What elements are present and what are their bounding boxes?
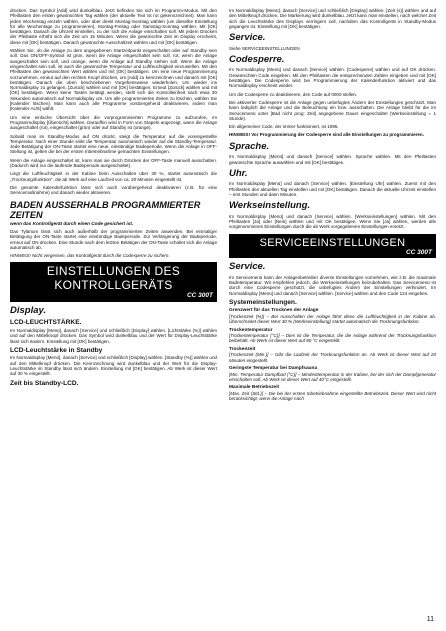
- item-title: Geringste Temperatur bei Dampfsauna: [229, 365, 318, 371]
- paragraph: Wenn die Anlage eingeschaltet ist, kann man sie durch Drücken der OFF-Taste manuell ausschalten. (Dadurch wird nur die laufende Badeperiode ausgeschaltet).: [10, 157, 217, 169]
- left-column: [10, 8, 217, 388]
- heading-lcd-standby: LCD-Leuchtstärke in Standby: [10, 346, 103, 354]
- heading-systemeinstellungen: Systemeinstellungen.: [229, 298, 297, 306]
- paragraph: Um die Codesperre zu deaktivieren, den Code auf 0000 stellen.: [229, 91, 358, 97]
- paragraph: Ein allgemeiner Code, der immer funktioniert, ist 1995.: [229, 124, 339, 130]
- paragraph: Im Normaldisplay [Menü] und danach [Service] wählen. [Codesperre] wählen und auf OK drücken. Gewünschten Code eingeben. Mit den Pfeiltasten die entsprechenden Zahlen eingeben und mit [OK] bestätigen. Die Codesperre wird bei Programmierung der Kalenderfunktion aktiviert und das Normaldisplay erscheint wieder.: [229, 67, 436, 89]
- banner-model: CC 300T: [186, 292, 213, 300]
- paragraph: Sobald man im Standby-Modus auf ON drückt, steigt die Temperatur auf die voreingestellte Temperatur. Nach einer Stunde sinkt die Temperatur automatisch wieder auf die Standby-Temperatur. Jede Betätigung der ON-Taste startet eine neue, einstündige Badeperiode. Wenn die Anlage in OFF-Stellung ist, gelten die bei der ersten Inbetriebnahme gemachten Einstellungen.: [10, 133, 217, 155]
- section-banner-kontrollgeraet: [10, 262, 217, 302]
- banner-title: EINSTELLUNGEN DES KONTROLLGERÄTS: [46, 264, 181, 292]
- heading-service: Service.: [229, 32, 266, 44]
- heading-sprache: Sprache.: [229, 140, 270, 152]
- paragraph: Wählen Sie, ob die Anlage zu dem angegebenen Startzeitpunkt eingeschaltet oder auf Standby sein soll. Das ON/OFF-Symbol ist grün, wenn die Anlage eingeschaltet sein soll, rot, wenn die Anlage ausgeschaltet sein soll, und orange, wenn die Anlage auf Standby stehen soll. Wenn die Anlage eingeschaltet sein soll, ist auch die gewünschte Temperatur und Luftfeuchtigkeit einzustellen. Mit den Pfeiltasten den gewünschten Wert wählen und mit [OK] bestätigen. Um eine neue Programmierung vorzunehmen, erneut auf den rechten Knopf drücken, um [Add] zu kennzeichnen und danach mit [OK] bestätigen. Danach die oben beschriebenen Vorgehensweise wiederholen. Um wieder ins Normaldisplay zu gelangen, [Zurück] wählen und mit [OK] bestätigen. Erneut [Zurück] wählen und mit [OK] bestätigen. Wenn keine Tasten betätigt werden, stellt sich die Kontrolleinheit nach etwa 30 Sekunden automatisch auf Normaldisplay um. Um alle programmierten Zeiten zu löschen, wählen Sie [Kalender löschen]. Man kann auch alle Programme vorübergehend deaktivieren, indem man [Kalender AUS] wählt.: [10, 48, 217, 112]
- paragraph: Um eine einfache Übersicht über die vorprogrammierten Programme zu aufzurufen, im Programmdisplay [Übersicht] wählen. Daraufhin wird in Form von Stapeln angezeigt, wann die Anlage ausgeschaltet (rot), eingeschaltet (grün) oder auf Standby ist (orange).: [10, 114, 217, 131]
- heading-display: Display.: [10, 304, 47, 316]
- page-number: 11: [426, 616, 434, 623]
- item-title: Grenzwert für das Trocknen der Anlage: [229, 308, 319, 314]
- heading-uhr: Uhr.: [229, 167, 248, 179]
- note: HINWEIS! Nicht vergessen, das Kontrollgerät durch die Codesperre zu sichern.: [10, 253, 170, 259]
- item-text: [Max. Zeit (Std.)] – Die bei der ersten Inbetriebnahme eingestellte Betriebszeit. Dieser Wert wird nicht berücksichtigt, wenn die Anlage nach: [229, 390, 436, 402]
- right-column: [229, 8, 436, 404]
- heading-lcd: LCD-LEUCHTSTÄRKE.: [10, 319, 82, 327]
- heading-codesperre: Codesperre.: [229, 53, 285, 65]
- heading-service-2: Service.: [229, 261, 266, 273]
- paragraph: Im Normaldisplay [Menü], danach [Service] und schließlich [Display] wählen. [Zeit (s)] wählen und auf den Mittelknopf drücken. Die Markierung wird dunkelblau. Jetzt kann man einstellen, nach welcher Zeit sich die Leuchtstärke des Displays verringern soll, nachdem das Kontrollgerät in Standby-Modus gegangen ist. Einstellung mit [OK] bestätigen.: [229, 8, 436, 29]
- paragraph: Die gesamte Kalenderfunktion lässt sich auch vorübergehend deaktivieren (z.B. für eine Servicemaßnahme) und danach wieder aktivieren.: [10, 184, 217, 196]
- section-subheading-baden: wenn das Kontrollgerät durch einen Code gesichert ist.: [10, 220, 134, 226]
- item-text: [Min. Temperatur Dampfbad (°C)] – Mindesttemperatur in der Kabine, bei der sich der Dampfgenerator einschalten soll. Ab Werk ist dieser Wert auf 40°C eingestellt.: [229, 371, 436, 382]
- heading-werkseinstellung: Werkseinstellung.: [229, 200, 311, 212]
- paragraph: Im Normaldisplay [Menü] und danach [Service] wählen. [Werkseinstellungen] wählen. Mit den Pfeiltasten [Ja] oder [Nein] wählen und mit OK bestätigen. Wenn Sie [Ja] wählen, werden alle vorgenommenen Einstellungen durch die ab Werk vorgegebenen Einstellungen ersetzt.: [229, 213, 436, 230]
- paragraph: drücken. Das Symbol [Add] wird dunkelblau. Jetzt befinden Sie sich im Programm-Modus. Mit den Pfeiltasten den ersten gewünschten Tag wählen (der aktuelle Text ist rot gekennzeichnet). Man kann jeden Wochentag einzeln wählen, oder aber direkt Montag-Sonntag wählen (um dieselbe Einstellung für alle Wochentage zu programmieren), Montag-Freitag oder Samstag-Sonntag wählen. Mit [OK] bestätigen. Danach die Uhrzeit einstellen, zu der sich die Anlage einschalten soll. Mit jedem Drücken der Pfeiltaste erhöht sich die Zeit um 15 Minuten. Wenn die gewünschte Zeit im Display erscheint, diese mit [OK] bestätigen. Danach gewünschte Ausschaltzeit wählen und mit [OK] bestätigen.: [10, 8, 217, 45]
- item-text: [Trockentemperatur (°C)] – Dies ist die Temperatur, die die Anlage während der Trocknungsfunktion beibehält. Ab Werk ist dieser Wert auf 80 °C eingestellt.: [229, 333, 436, 344]
- note: HINWEIS! Vor Programmierung der Codesperre sind alle Einstellungen zu programmieren.: [229, 132, 424, 138]
- item-title: Maximale Betriebszeit: [229, 385, 280, 391]
- paragraph: Liegt die Luftfeuchtigkeit in der Kabine beim Ausschalten über 30 %, startet automatisch die „Trocknungsfunktion“, die ab Werk auf eine Laufzeit von ca. 20 Minuten eingestellt ist.: [10, 171, 217, 182]
- heading-zeit-standby: Zeit bis Standby-LCD.: [10, 379, 79, 387]
- item-text: [Trockenzeit (%)] – Bei Ausschalten der Anlage fährt diese die Luftfeuchtigkeit in der Kabine ab. Überschreitet dieser Wert 30 % (Werkseinstellung) startet automatisch die Trocknungsfunktion.: [229, 314, 436, 325]
- paragraph: Das Tylarium lässt sich auch außerhalb der programmierten Zeiten anwenden. Bei einmaliger Betätigung der ON-Taste startet eine einstündige Badeperiode. Zur Verlängerung der Badeperiode, erneut auf ON drücken. Eine Stunde nach dem letzten Betätigen der ON-Taste schaltet sich die Anlage automatisch ab.: [10, 228, 217, 250]
- section-banner-service: [229, 234, 436, 259]
- manual-page: [10, 8, 436, 620]
- banner-model: CC 300T: [405, 248, 432, 256]
- section-heading-baden: BADEN AUSSERHALB PROGRAMMIERTER ZEITEN: [10, 199, 201, 220]
- item-title: Trockenzeit: [229, 346, 256, 352]
- paragraph: Im Normaldisplay [Menü] und danach [Service] wählen. Sprache wählen. Mit den Pfeiltasten gewünschte Sprache auswählen und mit [OK] bestätigen.: [229, 154, 436, 165]
- item-text: [Trockenzeit (Min.)] – Gibt die Laufzeit der Trocknungsfunktion an. Ab Werk ist dieser Wert auf 20 Minuten eingestellt.: [229, 352, 436, 363]
- item-title: Trockentemperatur: [229, 327, 273, 333]
- paragraph: Bei aktivierter Codesperre ist die Anlage gegen unbefugtes Ändern der Einstellungen geschützt. Man kann lediglich die Anlage und die Beleuchtung ein bzw. ausschalten. Die Anlage bleibt für die im Servicemenü unter [Bad nicht prog: Zeit] angegebene Dauer eingeschaltet (Werkseinstellung = 1 Stunde).: [229, 99, 436, 121]
- paragraph: Im Normaldisplay [Menü] und danach [Service] wählen. [Einstellung Uhr] wählen. Zuerst mit den Pfeiltasten den aktuellen Tag einstellen und mit [OK] bestätigen. Danach die aktuelle Uhrzeit einstellen – erst Stunden und dann Minuten.: [229, 181, 436, 197]
- paragraph: Siehe SERVICEEINSTELLUNGEN: [229, 45, 300, 51]
- paragraph: Im Servicemenü kann der Anlagenbetreiber diverse Einstellungen vornehmen, wie z.B. die maximale Badetemperatur. Wir empfehlen jedoch, die Werkseinstellungen beizubehalten. Das Servicemenü ist durch eine Codesperre geschützt, die unbefugtes Ändern der Einstellungen verhindert. Im Normaldisplay [Menü] und danach [Service] wählen. [Service] wählen und den Code 124 eingeben.: [229, 274, 436, 296]
- banner-title: SERVICEEINSTELLUNGEN: [259, 236, 406, 249]
- paragraph: Im Normaldisplay [Menü], danach [Service] und schließlich [Display] wählen. [Standby (%)] wählen und auf den Mittelknopf drücken. Die Kennzeichnung wird dunkelblau und der Wert für die Display-Leuchtstärke im Standby lässt sich ändern. Einstellung mit [OK] bestätigen. Ab Werk ist dieser Wert auf 30 % eingestellt.: [10, 355, 217, 377]
- paragraph: Im Normaldisplay [Menü], danach [Service] und schließlich [Display] wählen. [Lichtstärke (%)] wählen und auf den Mittelknopf drücken. Das Symbol wird dunkelblau und der Wert für Display-Leuchtstärke lässt sich ändern. Einstellung mit [OK] bestätigen.: [10, 327, 217, 344]
